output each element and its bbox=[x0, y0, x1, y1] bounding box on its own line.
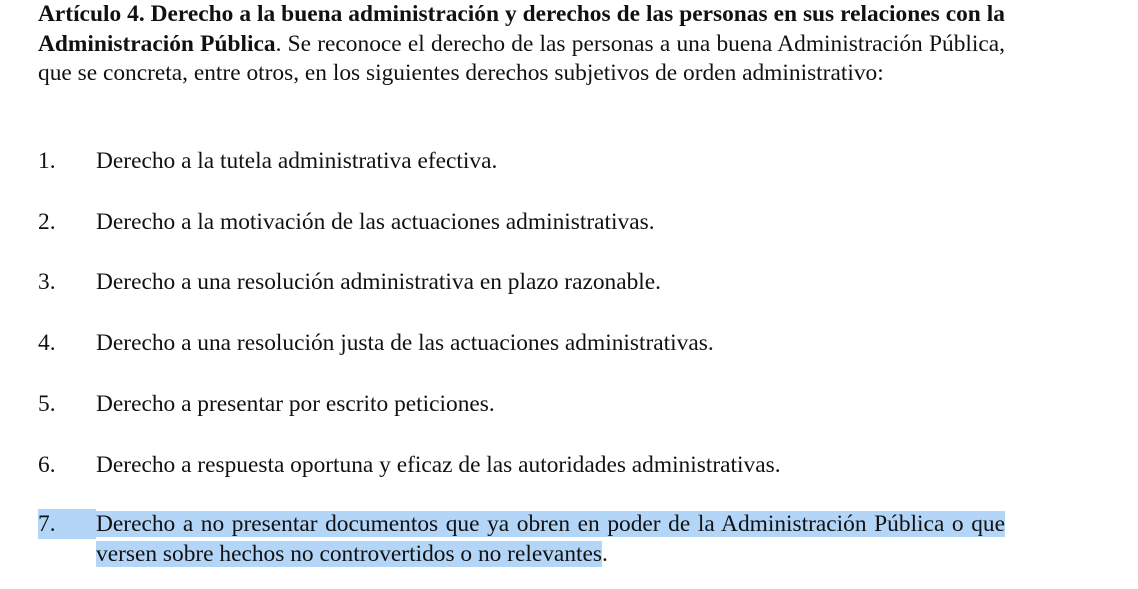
list-item bbox=[38, 267, 1005, 297]
list-item-number: 4. bbox=[38, 330, 56, 356]
list-item-number: 6. bbox=[38, 452, 56, 478]
list-item-selected[interactable] bbox=[38, 509, 1005, 569]
list-item-text: Derecho a una resolución justa de las actuaciones administrativas. bbox=[96, 330, 714, 356]
list-item-text: Derecho a presentar por escrito peticiones. bbox=[96, 391, 495, 417]
list-item-text: Derecho a una resolución administrativa en plazo razonable. bbox=[96, 269, 662, 295]
selection-highlight-number: 7. bbox=[38, 509, 96, 539]
list-item-text: Derecho a la motivación de las actuaciones administrativas. bbox=[96, 209, 655, 235]
list-item-number: 3. bbox=[38, 269, 56, 295]
list-item bbox=[38, 207, 1005, 237]
list-item-number: 2. bbox=[38, 209, 56, 235]
article-paragraph bbox=[38, 0, 1005, 89]
document-page bbox=[38, 0, 1005, 567]
selected-text[interactable]: Derecho a no presentar documentos que ya obren en poder de la Administración Pública o que versen sobre hechos no controvertidos o no relevantes bbox=[96, 511, 1005, 567]
list-item bbox=[38, 450, 1005, 480]
list-item-number bbox=[38, 509, 96, 569]
list-item-text: Derecho a la tutela administrativa efectiva. bbox=[96, 148, 498, 174]
list-item-number: 5. bbox=[38, 391, 56, 417]
trailing-period: . bbox=[602, 541, 608, 567]
list-item bbox=[38, 328, 1005, 358]
list-item-number: 1. bbox=[38, 148, 56, 174]
article-heading: Artículo 4. Derecho a la buena administración y derechos de las personas en sus relaciones con la Administración Pública bbox=[38, 1, 1005, 57]
list-item-text: Derecho a respuesta oportuna y eficaz de las autoridades administrativas. bbox=[96, 452, 781, 478]
list-item-text[interactable] bbox=[96, 509, 1005, 569]
article-intro: . Se reconoce el derecho de las personas a una buena Administración Pública, que se concreta, entre otros, en los siguientes derechos subjetivos de orden administrativo: bbox=[38, 30, 1005, 87]
list-item bbox=[38, 146, 1005, 176]
list-item bbox=[38, 389, 1005, 419]
